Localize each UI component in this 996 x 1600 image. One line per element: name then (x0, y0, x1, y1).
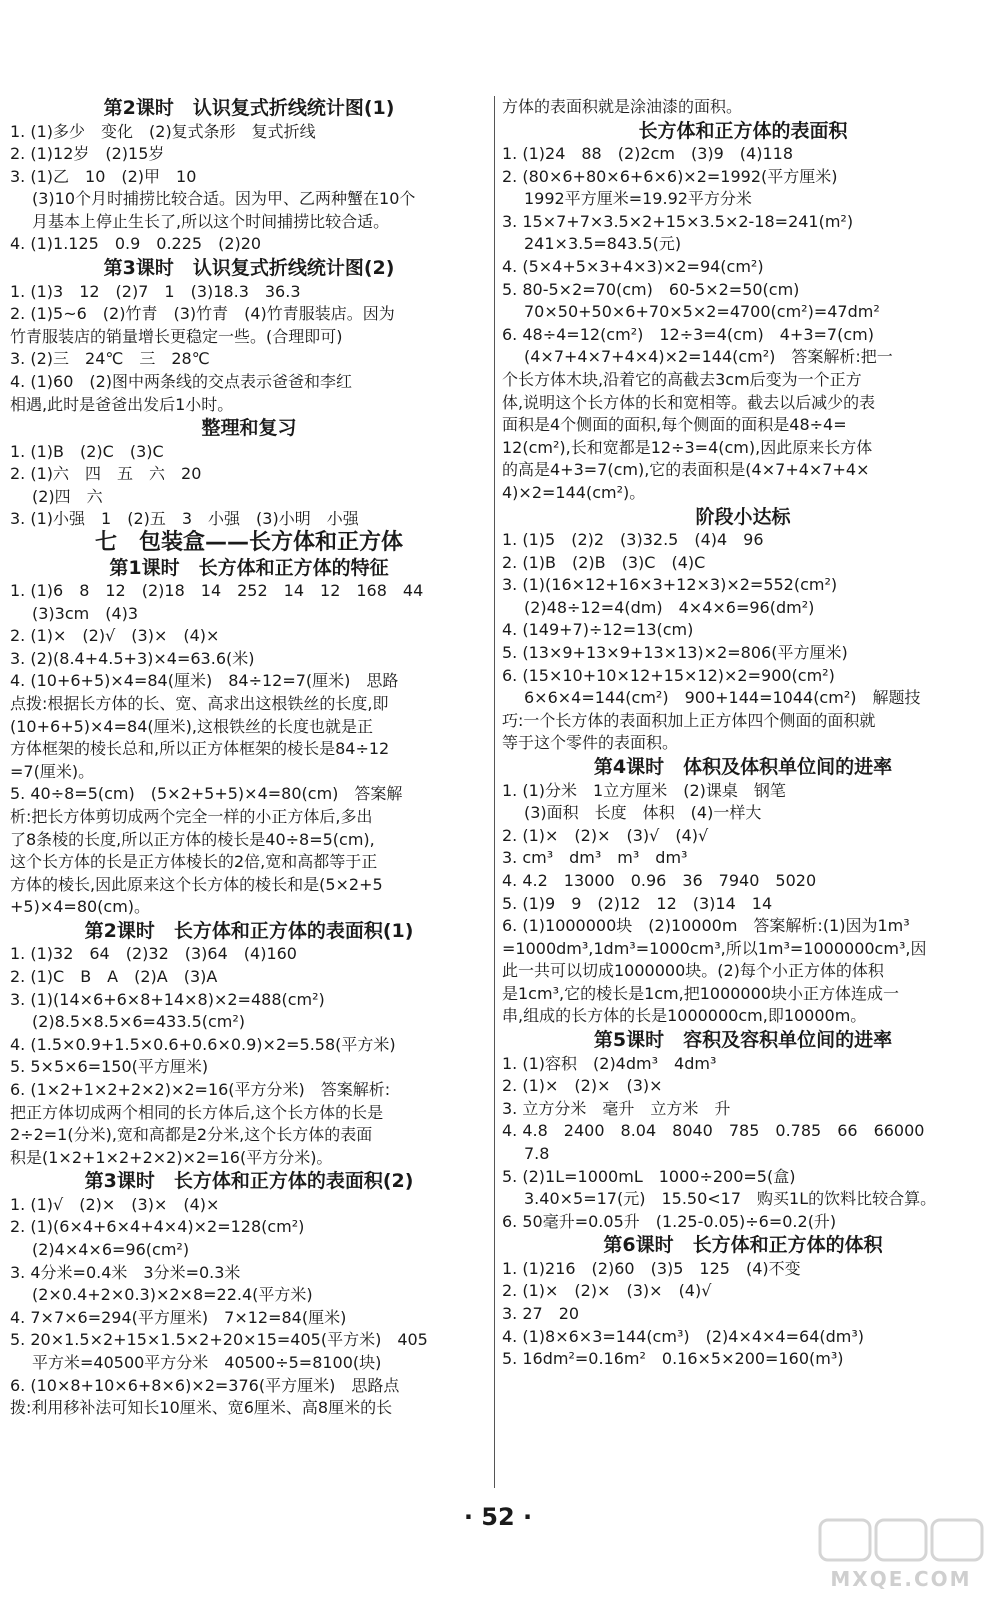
answer-line: 2. (1)× (2)× (3)× (502, 1076, 663, 1096)
answer-line: 2. (1)B (2)B (3)C (4)C (502, 552, 706, 572)
answer-line: 3. 27 20 (502, 1304, 580, 1323)
answer-line: 4. (1)60 (2)图中两条线的交点表示爸爸和李红 (10, 371, 353, 391)
answer-line: (3)10个月时捕捞比较合适。因为甲、乙两种蟹在10个 (32, 189, 416, 209)
answer-line: 1. (1)32 64 (2)32 (3)64 (4)160 (10, 944, 297, 964)
answer-line: 5. 5×5×6=150(平方厘米) (10, 1057, 209, 1077)
section-heading: 第2课时 认识复式折线统计图(1) (103, 97, 395, 119)
answer-line: 3. (2)三 24℃ 三 28℃ (10, 349, 210, 369)
section-heading: 第2课时 长方体和正方体的表面积(1) (84, 919, 414, 942)
section-heading: 长方体和正方体的表面积 (638, 119, 848, 142)
section-heading: 第6课时 长方体和正方体的体积 (603, 1234, 883, 1257)
answer-line: 月基本上停止生长了,所以这个时间捕捞比较合适。 (32, 211, 390, 231)
answer-line: 点拨:根据长方体的长、宽、高求出这根铁丝的长度,即 (10, 693, 389, 713)
answer-line: 6. 50毫升=0.05升 (1.25-0.05)÷6=0.2(升) (502, 1211, 837, 1231)
answer-line: 2. (1)× (2)× (3)× (4)√ (502, 1281, 712, 1301)
answer-line: (2)四 六 (32, 486, 103, 506)
answer-line: 4)×2=144(cm²)。 (502, 483, 646, 502)
answer-line: 2. (1)C B A (2)A (3)A (10, 967, 218, 986)
right-column (502, 96, 984, 1371)
answer-line: 体,说明这个长方体的长和宽相等。截去以后减少的表 (502, 392, 876, 412)
section-heading: 第3课时 认识复式折线统计图(2) (103, 257, 395, 280)
answer-line: 241×3.5=843.5(元) (524, 234, 682, 254)
answer-line: 1. (1)容积 (2)4dm³ 4dm³ (502, 1053, 717, 1073)
answer-line: 竹青服装店的销量增长更稳定一些。(合理即可) (10, 326, 343, 346)
answer-line: (2)8.5×8.5×6=433.5(cm²) (32, 1012, 246, 1032)
answer-line: 3. cm³ dm³ m³ dm³ (502, 848, 688, 868)
answer-line: 4. (1)8×6×3=144(cm³) (2)4×4×4=64(dm³) (502, 1326, 865, 1346)
answer-line: 5. 80-5×2=70(cm) 60-5×2=50(cm) (502, 279, 800, 299)
answer-line: 3. (1)(14×6+6×8+14×8)×2=488(cm²) (10, 989, 325, 1009)
answer-line: 1. (1)216 (2)60 (3)5 125 (4)不变 (502, 1258, 801, 1278)
answer-line: =7(厘米)。 (10, 761, 95, 781)
answer-line: 串,组成的长方体的长是1000000cm,即10000m。 (502, 1006, 867, 1026)
answer-line: 5. (13×9+13×9+13×13)×2=806(平方厘米) (502, 643, 848, 663)
answer-line: 3. 立方分米 毫升 立方米 升 (502, 1098, 731, 1118)
answer-line: 1. (1)24 88 (2)2cm (3)9 (4)118 (502, 144, 794, 164)
answer-line: 7.8 (524, 1143, 550, 1163)
answer-line: 此一共可以切成1000000块。(2)每个小正方体的体积 (502, 961, 884, 981)
answer-line: (3)3cm (4)3 (32, 603, 139, 623)
answer-line: 4. (1.5×0.9+1.5×0.6+0.6×0.9)×2=5.58(平方米) (10, 1034, 396, 1054)
answer-line: 面积是4个侧面的面积,每个侧面的面积是48÷4= (502, 415, 847, 435)
answer-line: 平方米=40500平方分米 40500÷5=8100(块) (32, 1353, 382, 1372)
answer-line: =1000dm³,1dm³=1000cm³,所以1m³=1000000cm³,因 (502, 938, 927, 958)
answer-line: 析:把长方体剪切成两个完全一样的小正方体后,多出 (10, 806, 373, 826)
column-divider (494, 96, 495, 1488)
answer-line: 2. (1)12岁 (2)15岁 (10, 144, 165, 164)
answer-line: 巧:一个长方体的表面积加上正方体四个侧面的面积就 (502, 710, 876, 730)
answer-line: 方体框架的棱长总和,所以正方体框架的棱长是84÷12 (10, 739, 390, 759)
answer-line: 2÷2=1(分米),宽和高都是2分米,这个长方体的表面 (10, 1125, 373, 1145)
answer-line: 方体的表面积就是涂油漆的面积。 (502, 97, 743, 116)
answer-line: (2×0.4+2×0.3)×2×8=22.4(平方米) (32, 1285, 313, 1305)
answer-line: (3)面积 长度 体积 (4)一样大 (524, 803, 762, 823)
answer-line: 6. (15×10+10×12+15×12)×2=900(cm²) (502, 665, 835, 685)
answer-line: 4. (5×4+5×3+4×3)×2=94(cm²) (502, 257, 764, 277)
answer-line: +5)×4=80(cm)。 (10, 897, 151, 917)
section-heading: 第5课时 容积及容积单位间的进率 (593, 1029, 893, 1052)
answer-line: 12(cm²),长和宽都是12÷3=4(cm),因此原来长方体 (502, 437, 873, 457)
answer-line: 1. (1)6 8 12 (2)18 14 252 14 12 168 44 (10, 581, 424, 600)
answer-line: 相遇,此时是爸爸出发后1小时。 (10, 394, 234, 414)
page-number: · 52 · (463, 1503, 533, 1531)
watermark-text: MXQE.COM (830, 1567, 972, 1591)
answer-line: 3.40×5=17(元) 15.50<17 购买1L的饮料比较合算。 (524, 1189, 937, 1209)
watermark-logo (816, 1516, 986, 1594)
answer-line: 了8条棱的长度,所以正方体的棱长是40÷8=5(cm), (10, 829, 375, 849)
answer-line: 4. (1)1.125 0.9 0.225 (2)20 (10, 234, 262, 254)
answer-line: 1. (1)5 (2)2 (3)32.5 (4)4 96 (502, 530, 764, 550)
answer-line: 3. (1)小强 1 (2)五 3 小强 (3)小明 小强 (10, 509, 359, 529)
answer-line: 5. (2)1L=1000mL 1000÷200=5(盒) (502, 1166, 796, 1186)
answer-line: 是1cm³,它的棱长是1cm,把1000000块小正方体连成一 (502, 983, 899, 1003)
answer-line: 4. 7×7×6=294(平方厘米) 7×12=84(厘米) (10, 1307, 347, 1327)
answer-line: 5. 40÷8=5(cm) (5×2+5+5)×4=80(cm) 答案解 (10, 784, 403, 804)
answer-line: 6. (1×2+1×2+2×2)×2=16(平方分米) 答案解析: (10, 1079, 391, 1099)
section-heading: 阶段小达标 (695, 505, 791, 528)
answer-line: 1. (1)分米 1立方厘米 (2)课桌 钢笔 (502, 780, 786, 800)
answer-line: 1. (1)3 12 (2)7 1 (3)18.3 36.3 (10, 281, 301, 301)
answer-line: 1. (1)√ (2)× (3)× (4)× (10, 1194, 220, 1214)
answer-line: 2. (1)× (2)√ (3)× (4)× (10, 626, 220, 646)
answer-line: 等于这个零件的表面积。 (502, 733, 679, 753)
answer-line: 积是(1×2+1×2+2×2)×2=16(平方分米)。 (10, 1147, 333, 1167)
answer-line: 5. (1)9 9 (2)12 12 (3)14 14 (502, 893, 773, 913)
answer-line: 把正方体切成两个相同的长方体后,这个长方体的长是 (10, 1102, 384, 1122)
answer-line: 这个长方体的长是正方体棱长的2倍,宽和高都等于正 (10, 852, 378, 872)
answer-line: 3. (2)(8.4+4.5+3)×4=63.6(米) (10, 648, 255, 668)
answer-line: 方体的棱长,因此原来这个长方体的棱长和是(5×2+5 (10, 874, 383, 894)
answer-line: 4. 4.8 2400 8.04 8040 785 0.785 66 66000 (502, 1121, 925, 1141)
answer-line: 1. (1)B (2)C (3)C (10, 441, 164, 461)
answer-line: 个长方体木块,沿着它的高截去3cm后变为一个正方 (502, 370, 862, 390)
answer-line: 6. 48÷4=12(cm²) 12÷3=4(cm) 4+3=7(cm) (502, 324, 874, 344)
answer-line: 6. (1)1000000块 (2)10000m 答案解析:(1)因为1m³ (502, 916, 910, 936)
answer-line: 3. (1)乙 10 (2)甲 10 (10, 166, 197, 186)
answer-line: 3. (1)(16×12+16×3+12×3)×2=552(cm²) (502, 575, 838, 595)
answer-line: 6. (10×8+10×6+8×6)×2=376(平方厘米) 思路点 (10, 1375, 400, 1395)
answer-line: (2)48÷12=4(dm) 4×4×6=96(dm²) (524, 597, 815, 617)
answer-line: 3. 4分米=0.4米 3分米=0.3米 (10, 1262, 241, 1282)
answer-line: 4. (10+6+5)×4=84(厘米) 84÷12=7(厘米) 思路 (10, 671, 399, 691)
answer-line: 70×50+50×6+70×5×2=4700(cm²)=47dm² (524, 302, 880, 322)
section-heading: 整理和复习 (201, 417, 297, 440)
answer-line: 2. (80×6+80×6+6×6)×2=1992(平方厘米) (502, 166, 838, 186)
answer-line: 2. (1)(6×4+6×4+4×4)×2=128(cm²) (10, 1217, 305, 1237)
answer-line: 的高是4+3=7(cm),它的表面积是(4×7+4×7+4× (502, 460, 870, 480)
answer-line: 4. (149+7)÷12=13(cm) (502, 620, 694, 640)
section-heading: 第3课时 长方体和正方体的表面积(2) (84, 1170, 414, 1193)
left-column (10, 96, 488, 1420)
answer-line: 3. 15×7+7×3.5×2+15×3.5×2-18=241(m²) (502, 211, 854, 231)
answer-line: 5. 20×1.5×2+15×1.5×2+20×15=405(平方米) 405 (10, 1330, 428, 1350)
answer-line: 2. (1)六 四 五 六 20 (10, 464, 202, 484)
answer-line: 4. 4.2 13000 0.96 36 7940 5020 (502, 870, 817, 890)
answer-line: 6×6×4=144(cm²) 900+144=1044(cm²) 解题技 (524, 688, 921, 708)
answer-line: 1. (1)多少 变化 (2)复式条形 复式折线 (10, 121, 316, 141)
section-heading: 第4课时 体积及体积单位间的进率 (593, 756, 893, 779)
answer-line: 1992平方厘米=19.92平方分米 (524, 189, 752, 209)
answer-line: 2. (1)5~6 (2)竹青 (3)竹青 (4)竹青服装店。因为 (10, 304, 395, 324)
section-heading: 第1课时 长方体和正方体的特征 (109, 556, 389, 579)
answer-line: 5. 16dm²=0.16m² 0.16×5×200=160(m³) (502, 1349, 844, 1369)
section-heading: 七 包装盒——长方体和正方体 (94, 530, 403, 555)
answer-line: (10+6+5)×4=84(厘米),这根铁丝的长度也就是正 (10, 716, 373, 736)
answer-line: 拨:利用移补法可知长10厘米、宽6厘米、高8厘米的长 (10, 1398, 393, 1418)
answer-line: 2. (1)× (2)× (3)√ (4)√ (502, 825, 709, 845)
answer-line: (2)4×4×6=96(cm²) (32, 1240, 190, 1260)
answer-line: (4×7+4×7+4×4)×2=144(cm²) 答案解析:把一 (524, 347, 893, 367)
